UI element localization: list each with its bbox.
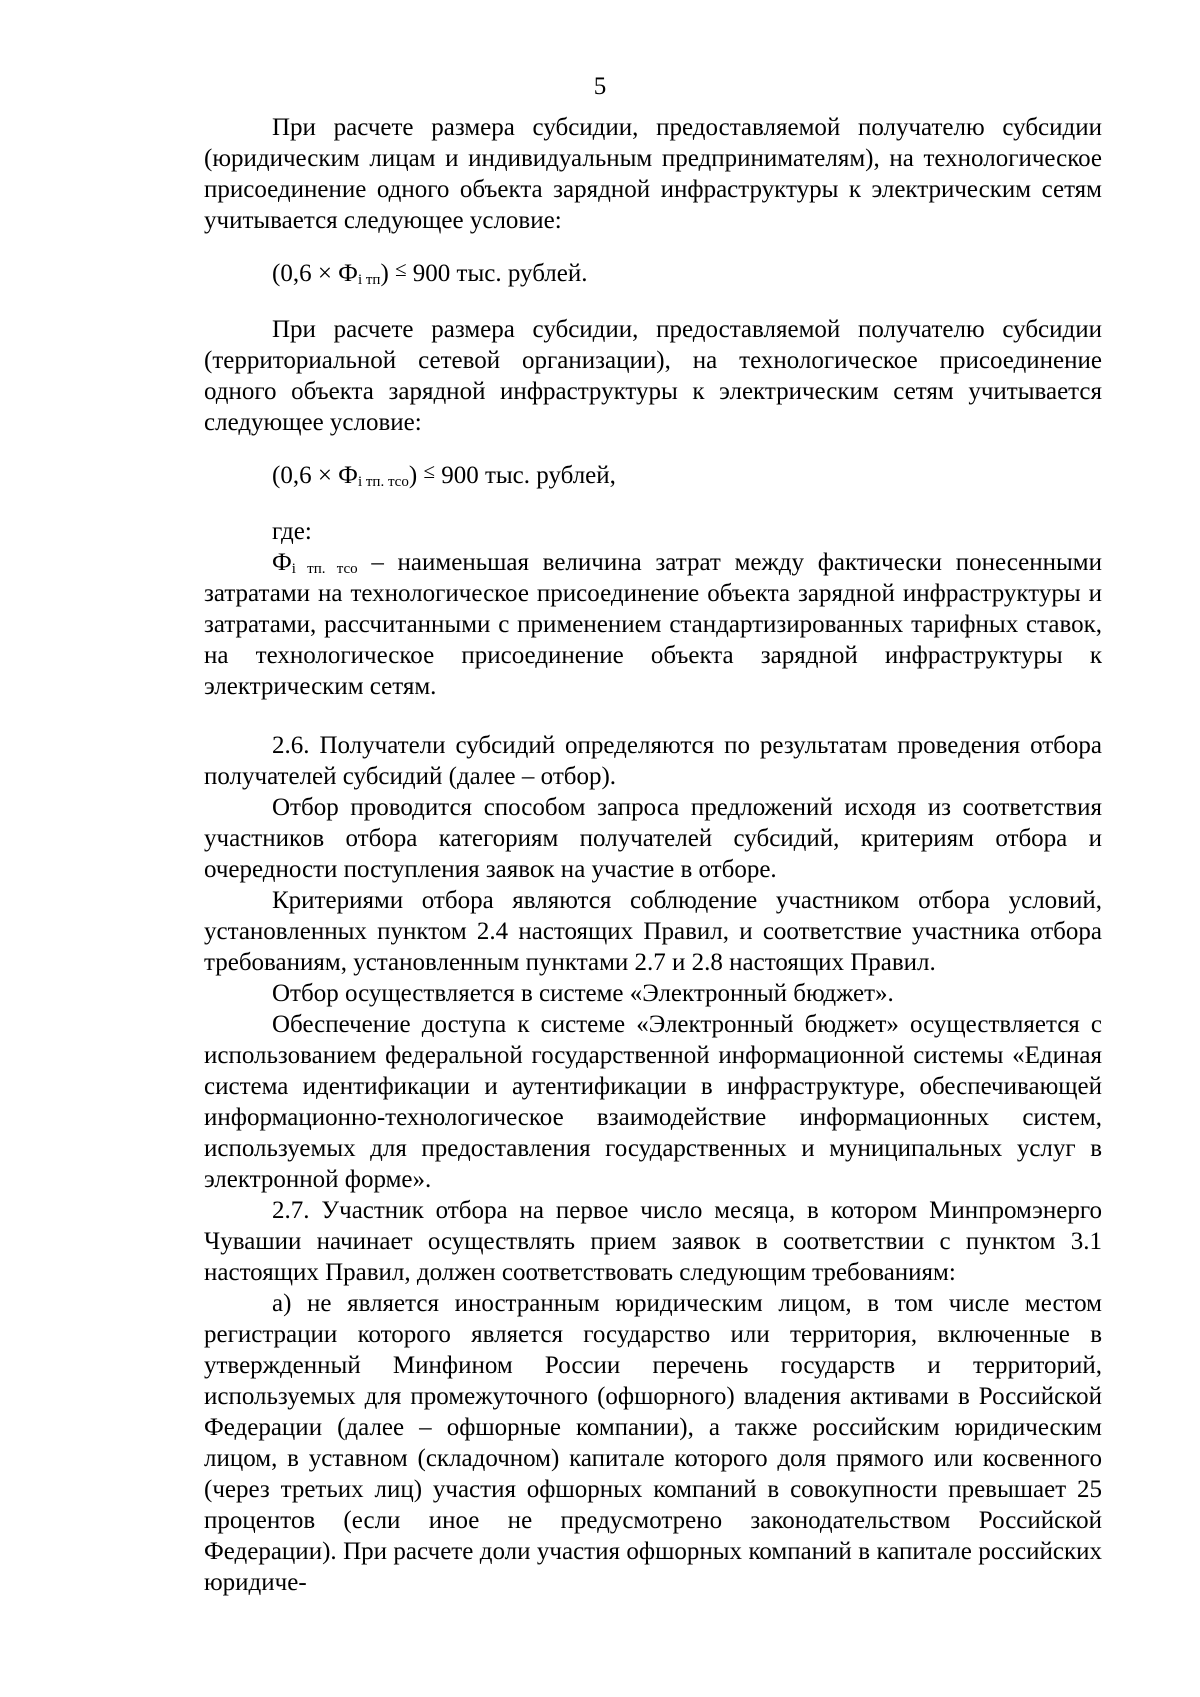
formula-prefix: (0,6 × Ф [272,462,358,489]
where-label: где: [272,518,312,545]
formula-condition-2 [204,460,1102,492]
paragraph-subsidy-network-org: При расчете размера субсидии, предоставляемой получателю субсидии (территориальной сетевой организации), на технологическое присоединение одного объекта зарядной инфраструктуры к электрическим сетям учитывается следующее условие: [204,316,1102,436]
formula-subscript: i тп. тсо [357,474,409,490]
formula-suffix: ) [408,462,424,489]
paragraph-2-7: 2.7. Участник отбора на первое число месяца, в котором Минпромэнерго Чувашии начинает осуществлять прием заявок в соответствии с пунктом 3.1 настоящих Правил, должен соответствовать следующим требованиям: [204,1197,1102,1286]
paragraph-2-6-access: Обеспечение доступа к системе «Электронный бюджет» осуществляется с использованием федеральной государственной информационной системы «Единая система идентификации и аутентификации в инфраструктуре, обеспечивающей информационно-технологическое взаимодействие информационных систем, используемых для предоставления государственных и муниципальных услуг в электронной форме». [204,1011,1102,1193]
definition-symbol: Ф [272,549,292,576]
definition-paragraph [204,547,1102,702]
paragraph-2-6: 2.6. Получатели субсидий определяются по результатам проведения отбора получателей субсидий (далее – отбор). [204,732,1102,790]
formula-suffix: ) [380,260,396,287]
document-body [204,112,1102,1598]
formula-tail: 900 тыс. рублей. [406,260,588,287]
paragraph-subsidy-legal-entities: При расчете размера субсидии, предоставляемой получателю субсидии (юридическим лицам и индивидуальным предпринимателям), на технологическое присоединение одного объекта зарядной инфраструктуры к электрическим сетям учитывается следующее условие: [204,114,1102,234]
less-equal-sign: ≤ [423,459,435,483]
definition-text: – наименьшая величина затрат между фактически понесенными затратами на технологическое присоединение объекта зарядной инфраструктуры и затратами, рассчитанными с применением стандартизированных тарифных ставок, на технологическое присоединение объекта зарядной инфраструктуры к электрическим сетям. [204,549,1102,700]
paragraph-2-6-system: Отбор осуществляется в системе «Электронный бюджет». [272,980,894,1007]
definition-subscript: i тп. тсо [291,561,358,577]
paragraph-2-7-a: а) не является иностранным юридическим лицом, в том числе местом регистрации которого является государство или территория, включенные в утвержденный Минфином России перечень государств и территорий, используемых для промежуточного (офшорного) владения активами в Российской Федерации (далее – офшорные компании), а также российским юридическим лицом, в уставном (складочном) капитале которого доля прямого или косвенного (через третьих лиц) участия офшорных компаний в совокупности превышает 25 процентов (если иное не предусмотрено законодательством Российской Федерации). При расчете доли участия офшорных компаний в капитале российских юридиче- [204,1290,1102,1596]
formula-prefix: (0,6 × Ф [272,260,358,287]
formula-tail: 900 тыс. рублей, [434,462,616,489]
formula-subscript: i тп [357,272,381,288]
less-equal-sign: ≤ [395,257,407,281]
formula-condition-1 [204,258,1102,290]
paragraph-2-6-criteria: Критериями отбора являются соблюдение участником отбора условий, установленных пунктом 2.4 настоящих Правил, и соответствие участника отбора требованиям, установленным пунктами 2.7 и 2.8 настоящих Правил. [204,887,1102,976]
page-number: 5 [593,73,607,100]
paragraph-2-6-method: Отбор проводится способом запроса предложений исходя из соответствия участников отбора категориям получателей субсидий, критериям отбора и очередности поступления заявок на участие в отборе. [204,794,1102,883]
